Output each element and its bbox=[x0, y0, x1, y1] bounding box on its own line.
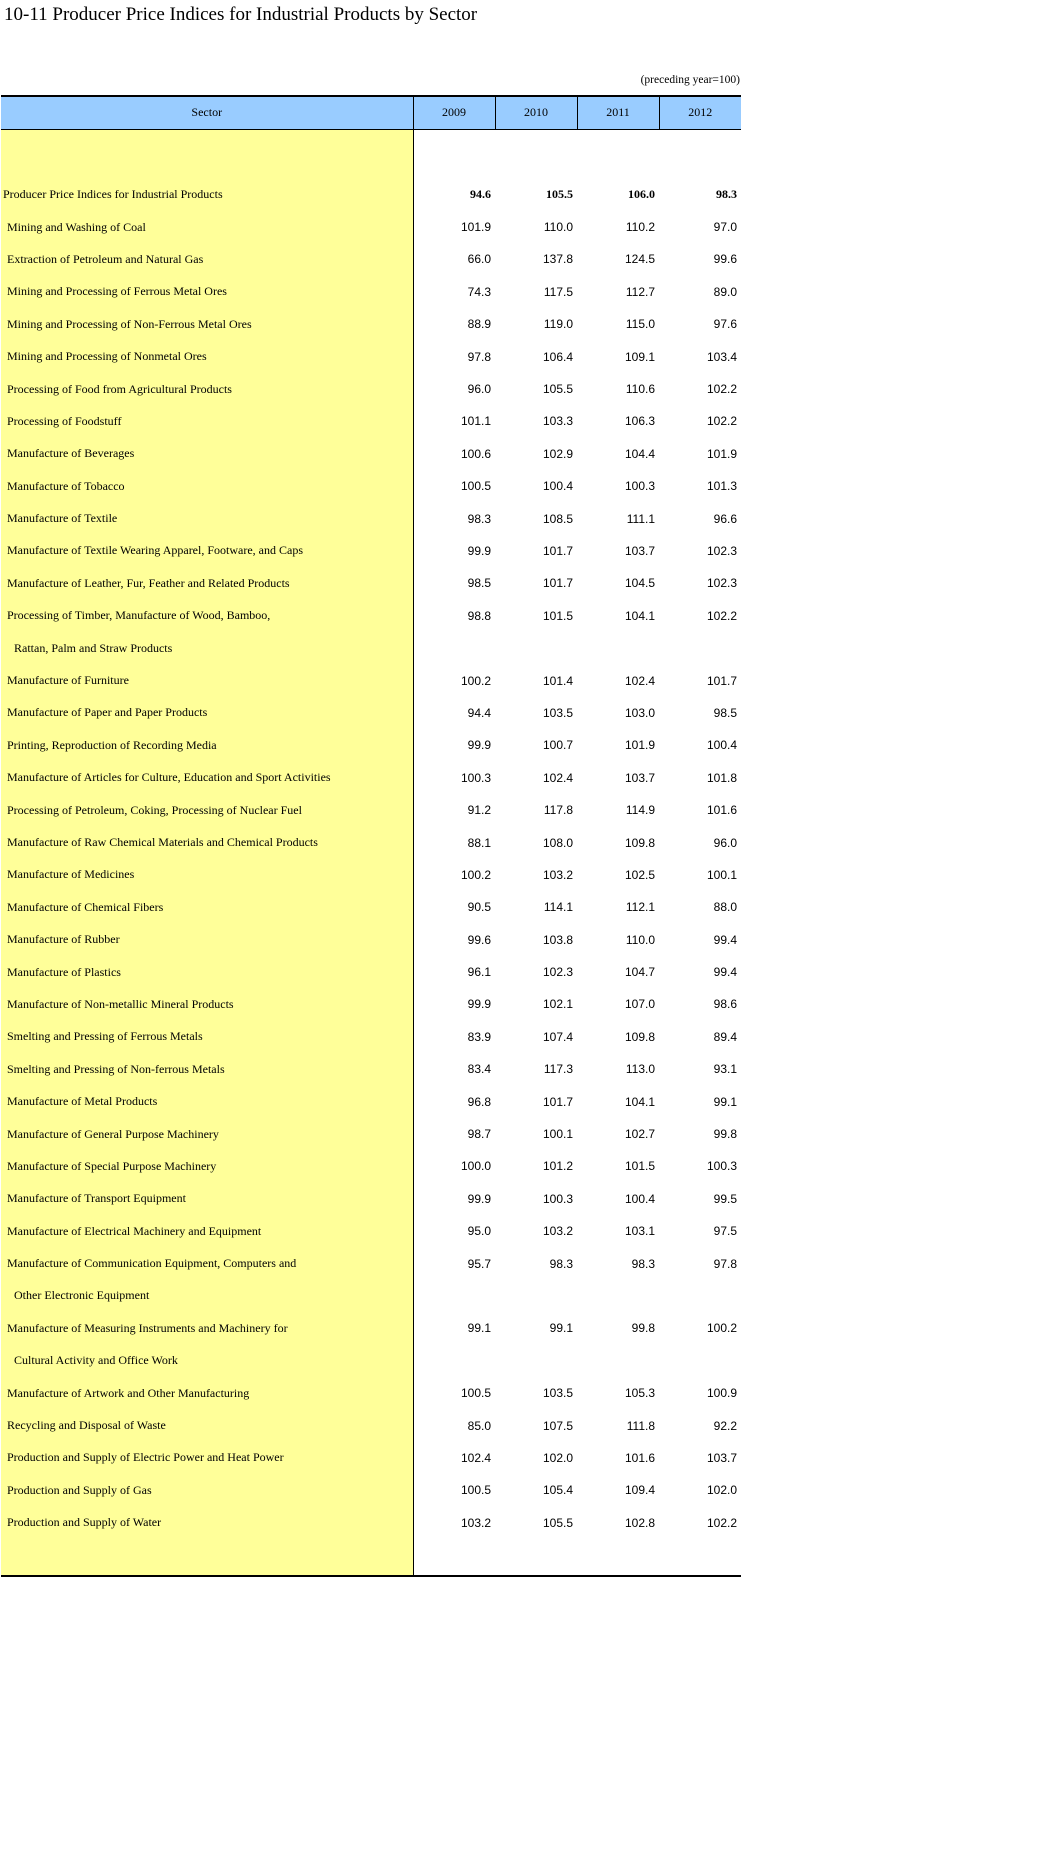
index-value-2012: 89.4 bbox=[713, 1029, 737, 1044]
sector-name: Mining and Processing of Non-Ferrous Metal Ores bbox=[1, 308, 413, 340]
table-row bbox=[1, 697, 741, 729]
table-row bbox=[1, 340, 741, 372]
index-value-2010: 99.1 bbox=[549, 1321, 573, 1336]
table-row bbox=[1, 470, 741, 502]
sector-name: Manufacture of Tobacco bbox=[1, 470, 413, 502]
index-value-2009: 102.4 bbox=[460, 1450, 491, 1465]
table-row bbox=[1, 1183, 741, 1215]
table-row bbox=[1, 567, 741, 599]
index-value-2012: 88.0 bbox=[713, 900, 737, 915]
table-row bbox=[1, 762, 741, 794]
sector-name-continuation: Cultural Activity and Office Work bbox=[1, 1345, 413, 1377]
index-value-2010: 102.3 bbox=[542, 965, 573, 980]
table-row bbox=[1, 438, 741, 470]
table-row bbox=[1, 1085, 741, 1117]
index-value-2011: 101.9 bbox=[624, 738, 655, 753]
index-value-2009: 98.3 bbox=[467, 511, 491, 526]
index-value-2009: 98.7 bbox=[467, 1127, 491, 1142]
index-value-2012: 99.8 bbox=[713, 1127, 737, 1142]
sector-name: Manufacture of Medicines bbox=[1, 859, 413, 891]
index-value-2012: 89.0 bbox=[713, 284, 737, 299]
index-value-2009: 83.4 bbox=[467, 1062, 491, 1077]
index-value-2012: 103.7 bbox=[706, 1450, 737, 1465]
index-value-2010: 107.5 bbox=[542, 1418, 573, 1433]
index-value-2010: 103.3 bbox=[542, 414, 573, 429]
index-value-2011: 104.7 bbox=[624, 965, 655, 980]
ppi-table bbox=[1, 95, 741, 1577]
table-row bbox=[1, 1053, 741, 1085]
index-value-2009: 88.9 bbox=[467, 317, 491, 332]
index-value-2011: 111.1 bbox=[626, 511, 655, 526]
index-value-2010: 105.5 bbox=[542, 1515, 573, 1530]
index-value-2012: 99.6 bbox=[713, 252, 737, 267]
index-value-2012: 98.5 bbox=[713, 705, 737, 720]
index-value-2010: 119.0 bbox=[543, 317, 573, 332]
index-value-2012: 102.2 bbox=[706, 1515, 737, 1530]
index-value-2011: 112.7 bbox=[625, 284, 655, 299]
table-row bbox=[1, 373, 741, 405]
index-value-2012: 100.4 bbox=[706, 738, 737, 753]
index-value-2009: 98.8 bbox=[467, 608, 491, 623]
index-value-2012: 101.6 bbox=[706, 803, 737, 818]
index-value-2010: 101.4 bbox=[542, 673, 573, 688]
unit-note: (preceding year=100) bbox=[640, 74, 740, 86]
sector-name: Manufacture of Special Purpose Machinery bbox=[1, 1150, 413, 1182]
index-value-2010: 103.5 bbox=[542, 1386, 573, 1401]
index-value-2011: 110.0 bbox=[625, 932, 655, 947]
index-value-2010: 108.0 bbox=[542, 835, 573, 850]
index-value-2011: 124.5 bbox=[624, 252, 655, 267]
index-value-2010: 100.4 bbox=[542, 479, 573, 494]
index-value-2012: 103.4 bbox=[706, 349, 737, 364]
sector-name: Manufacture of Transport Equipment bbox=[1, 1183, 413, 1215]
column-header-2009: 2009 bbox=[413, 96, 495, 129]
index-value-2011: 109.4 bbox=[624, 1483, 655, 1498]
index-value-2010: 105.5 bbox=[546, 187, 573, 202]
index-value-2011: 100.4 bbox=[624, 1191, 655, 1206]
column-header-2012: 2012 bbox=[659, 96, 741, 129]
index-value-2011: 102.4 bbox=[624, 673, 655, 688]
table-row bbox=[1, 956, 741, 988]
index-value-2011: 106.3 bbox=[624, 414, 655, 429]
index-value-2012: 101.8 bbox=[706, 770, 737, 785]
index-value-2012: 99.4 bbox=[713, 932, 737, 947]
index-value-2010: 103.2 bbox=[542, 1224, 573, 1239]
index-value-2012: 98.3 bbox=[716, 187, 737, 202]
table-row bbox=[1, 276, 741, 308]
index-value-2011: 109.8 bbox=[624, 835, 655, 850]
column-header-sector: Sector bbox=[1, 96, 413, 129]
table-row bbox=[1, 1442, 741, 1474]
index-value-2009: 100.3 bbox=[460, 770, 491, 785]
sector-name: Manufacture of Rubber bbox=[1, 923, 413, 955]
sector-name: Printing, Reproduction of Recording Media bbox=[1, 729, 413, 761]
index-value-2011: 101.5 bbox=[624, 1159, 655, 1174]
index-value-2011: 103.0 bbox=[624, 705, 655, 720]
table-row bbox=[1, 1377, 741, 1409]
table-row bbox=[1, 664, 741, 696]
table-row bbox=[1, 794, 741, 826]
index-value-2011: 104.1 bbox=[624, 1094, 655, 1109]
index-value-2010: 102.9 bbox=[542, 446, 573, 461]
sector-name: Production and Supply of Gas bbox=[1, 1474, 413, 1506]
index-value-2010: 101.2 bbox=[542, 1159, 573, 1174]
index-value-2009: 88.1 bbox=[467, 835, 491, 850]
index-value-2011: 109.1 bbox=[624, 349, 655, 364]
index-value-2010: 105.4 bbox=[542, 1483, 573, 1498]
index-value-2012: 98.6 bbox=[713, 997, 737, 1012]
index-value-2011: 102.7 bbox=[624, 1127, 655, 1142]
index-value-2009: 98.5 bbox=[467, 576, 491, 591]
index-value-2009: 99.9 bbox=[467, 1191, 491, 1206]
index-value-2012: 102.2 bbox=[706, 382, 737, 397]
index-value-2011: 110.2 bbox=[625, 220, 655, 235]
index-value-2010: 117.3 bbox=[543, 1062, 573, 1077]
sector-name: Manufacture of Electrical Machinery and Equipment bbox=[1, 1215, 413, 1247]
table-row bbox=[1, 988, 741, 1020]
index-value-2009: 99.9 bbox=[467, 543, 491, 558]
index-value-2012: 100.1 bbox=[706, 867, 737, 882]
sector-name: Mining and Processing of Nonmetal Ores bbox=[1, 340, 413, 372]
page-title: 10-11 Producer Price Indices for Industrial Products by Sector bbox=[4, 4, 478, 25]
index-value-2010: 101.7 bbox=[542, 1094, 573, 1109]
index-value-2012: 102.3 bbox=[706, 576, 737, 591]
index-value-2011: 112.1 bbox=[625, 900, 655, 915]
index-value-2010: 114.1 bbox=[543, 900, 573, 915]
index-value-2010: 101.5 bbox=[542, 608, 573, 623]
index-value-2011: 107.0 bbox=[624, 997, 655, 1012]
index-value-2009: 96.1 bbox=[467, 965, 491, 980]
index-value-2011: 103.7 bbox=[624, 543, 655, 558]
sector-name: Production and Supply of Electric Power and Heat Power bbox=[1, 1442, 413, 1474]
table-row bbox=[1, 859, 741, 891]
index-value-2009: 96.8 bbox=[467, 1094, 491, 1109]
index-value-2010: 108.5 bbox=[542, 511, 573, 526]
sector-name: Manufacture of Textile Wearing Apparel, Footware, and Caps bbox=[1, 535, 413, 567]
index-value-2012: 100.2 bbox=[706, 1321, 737, 1336]
sector-name: Manufacture of Communication Equipment, Computers and bbox=[1, 1247, 413, 1279]
index-value-2011: 115.0 bbox=[625, 317, 655, 332]
index-value-2010: 117.8 bbox=[543, 803, 573, 818]
sector-name: Smelting and Pressing of Ferrous Metals bbox=[1, 1021, 413, 1053]
table-row-continuation bbox=[1, 1345, 741, 1377]
index-value-2010: 103.8 bbox=[542, 932, 573, 947]
index-value-2010: 98.3 bbox=[549, 1256, 573, 1271]
sector-name: Manufacture of Artwork and Other Manufacturing bbox=[1, 1377, 413, 1409]
sector-name: Manufacture of Articles for Culture, Education and Sport Activities bbox=[1, 762, 413, 794]
index-value-2012: 93.1 bbox=[713, 1062, 737, 1077]
index-value-2009: 85.0 bbox=[467, 1418, 491, 1433]
sector-name: Processing of Foodstuff bbox=[1, 405, 413, 437]
index-value-2011: 98.3 bbox=[631, 1256, 655, 1271]
index-value-2011: 113.0 bbox=[625, 1062, 655, 1077]
index-value-2012: 97.8 bbox=[713, 1256, 737, 1271]
sector-name: Manufacture of Beverages bbox=[1, 438, 413, 470]
sector-name: Mining and Processing of Ferrous Metal Ores bbox=[1, 276, 413, 308]
index-value-2012: 102.2 bbox=[706, 608, 737, 623]
index-value-2009: 94.4 bbox=[467, 705, 491, 720]
sector-name: Processing of Timber, Manufacture of Wood, Bamboo, bbox=[1, 600, 413, 632]
index-value-2010: 100.3 bbox=[542, 1191, 573, 1206]
index-value-2010: 102.4 bbox=[542, 770, 573, 785]
column-header-2011: 2011 bbox=[577, 96, 659, 129]
index-value-2011: 110.6 bbox=[625, 382, 655, 397]
sector-name: Manufacture of Measuring Instruments and Machinery for bbox=[1, 1312, 413, 1344]
table-row bbox=[1, 729, 741, 761]
table-row bbox=[1, 1507, 741, 1539]
sector-name: Manufacture of Paper and Paper Products bbox=[1, 697, 413, 729]
index-value-2012: 97.5 bbox=[713, 1224, 737, 1239]
index-value-2010: 101.7 bbox=[542, 576, 573, 591]
index-value-2009: 74.3 bbox=[467, 284, 491, 299]
index-value-2009: 95.0 bbox=[467, 1224, 491, 1239]
index-value-2011: 100.3 bbox=[624, 479, 655, 494]
index-value-2011: 104.5 bbox=[624, 576, 655, 591]
index-value-2010: 106.4 bbox=[542, 349, 573, 364]
table-row bbox=[1, 535, 741, 567]
sector-name: Processing of Petroleum, Coking, Processing of Nuclear Fuel bbox=[1, 794, 413, 826]
table-row-continuation bbox=[1, 632, 741, 664]
table-row bbox=[1, 826, 741, 858]
table-row-total bbox=[1, 179, 741, 211]
index-value-2011: 103.7 bbox=[624, 770, 655, 785]
index-value-2009: 99.1 bbox=[467, 1321, 491, 1336]
index-value-2012: 101.9 bbox=[706, 446, 737, 461]
index-value-2012: 100.3 bbox=[706, 1159, 737, 1174]
column-header-2010: 2010 bbox=[495, 96, 577, 129]
index-value-2009: 100.2 bbox=[460, 867, 491, 882]
index-value-2009: 101.1 bbox=[460, 414, 491, 429]
index-value-2012: 97.0 bbox=[713, 220, 737, 235]
index-value-2009: 100.0 bbox=[460, 1159, 491, 1174]
table-row bbox=[1, 1312, 741, 1344]
index-value-2010: 100.7 bbox=[542, 738, 573, 753]
table-spacer bbox=[1, 129, 741, 179]
index-value-2009: 97.8 bbox=[467, 349, 491, 364]
sector-name: Manufacture of Non-metallic Mineral Products bbox=[1, 988, 413, 1020]
index-value-2010: 137.8 bbox=[542, 252, 573, 267]
sector-name: Manufacture of General Purpose Machinery bbox=[1, 1118, 413, 1150]
index-value-2012: 101.3 bbox=[706, 479, 737, 494]
sector-name-continuation: Rattan, Palm and Straw Products bbox=[1, 632, 413, 664]
sector-name: Manufacture of Leather, Fur, Feather and Related Products bbox=[1, 567, 413, 599]
sector-name: Processing of Food from Agricultural Products bbox=[1, 373, 413, 405]
index-value-2011: 101.6 bbox=[624, 1450, 655, 1465]
index-value-2009: 66.0 bbox=[467, 252, 491, 267]
index-value-2011: 104.1 bbox=[624, 608, 655, 623]
sector-name: Recycling and Disposal of Waste bbox=[1, 1409, 413, 1441]
index-value-2012: 99.4 bbox=[713, 965, 737, 980]
sector-name: Manufacture of Metal Products bbox=[1, 1085, 413, 1117]
table-row bbox=[1, 211, 741, 243]
index-value-2009: 91.2 bbox=[467, 803, 491, 818]
index-value-2009: 103.2 bbox=[460, 1515, 491, 1530]
index-value-2011: 109.8 bbox=[624, 1029, 655, 1044]
index-value-2009: 99.9 bbox=[467, 997, 491, 1012]
index-value-2010: 107.4 bbox=[542, 1029, 573, 1044]
sector-name: Mining and Washing of Coal bbox=[1, 211, 413, 243]
index-value-2010: 105.5 bbox=[542, 382, 573, 397]
index-value-2010: 117.5 bbox=[543, 284, 573, 299]
table-header-row bbox=[1, 96, 741, 129]
index-value-2010: 100.1 bbox=[542, 1127, 573, 1142]
index-value-2009: 90.5 bbox=[467, 900, 491, 915]
sector-name: Manufacture of Chemical Fibers bbox=[1, 891, 413, 923]
index-value-2011: 102.8 bbox=[624, 1515, 655, 1530]
table-row bbox=[1, 891, 741, 923]
index-value-2012: 96.6 bbox=[713, 511, 737, 526]
index-value-2009: 100.5 bbox=[460, 1483, 491, 1498]
index-value-2010: 102.0 bbox=[542, 1450, 573, 1465]
table-row-continuation bbox=[1, 1280, 741, 1312]
index-value-2009: 100.2 bbox=[460, 673, 491, 688]
index-value-2009: 100.5 bbox=[460, 1386, 491, 1401]
index-value-2010: 110.0 bbox=[543, 220, 573, 235]
table-row bbox=[1, 308, 741, 340]
sector-name: Extraction of Petroleum and Natural Gas bbox=[1, 243, 413, 275]
index-value-2011: 99.8 bbox=[631, 1321, 655, 1336]
index-value-2009: 100.6 bbox=[460, 446, 491, 461]
index-value-2009: 99.6 bbox=[467, 932, 491, 947]
index-value-2009: 94.6 bbox=[470, 187, 491, 202]
sector-name: Manufacture of Textile bbox=[1, 502, 413, 534]
table-row bbox=[1, 1118, 741, 1150]
table-spacer bbox=[1, 1539, 741, 1576]
table-row bbox=[1, 1150, 741, 1182]
index-value-2011: 106.0 bbox=[628, 187, 655, 202]
table-row bbox=[1, 600, 741, 632]
sector-name: Smelting and Pressing of Non-ferrous Metals bbox=[1, 1053, 413, 1085]
sector-name: Manufacture of Plastics bbox=[1, 956, 413, 988]
index-value-2011: 111.8 bbox=[626, 1418, 655, 1433]
index-value-2010: 103.5 bbox=[542, 705, 573, 720]
index-value-2009: 101.9 bbox=[460, 220, 491, 235]
table-row bbox=[1, 1409, 741, 1441]
index-value-2010: 103.2 bbox=[542, 867, 573, 882]
index-value-2012: 100.9 bbox=[706, 1386, 737, 1401]
index-value-2012: 102.0 bbox=[706, 1483, 737, 1498]
index-value-2011: 114.9 bbox=[625, 803, 655, 818]
index-value-2012: 102.3 bbox=[706, 543, 737, 558]
index-value-2009: 83.9 bbox=[467, 1029, 491, 1044]
index-value-2011: 104.4 bbox=[624, 446, 655, 461]
index-value-2012: 101.7 bbox=[706, 673, 737, 688]
table-row bbox=[1, 923, 741, 955]
sector-name: Production and Supply of Water bbox=[1, 1507, 413, 1539]
index-value-2010: 101.7 bbox=[542, 543, 573, 558]
table-row bbox=[1, 1215, 741, 1247]
table-row bbox=[1, 1247, 741, 1279]
sector-name: Producer Price Indices for Industrial Products bbox=[1, 179, 413, 211]
index-value-2009: 96.0 bbox=[467, 382, 491, 397]
index-value-2012: 92.2 bbox=[713, 1418, 737, 1433]
index-value-2010: 102.1 bbox=[542, 997, 573, 1012]
index-value-2011: 103.1 bbox=[624, 1224, 655, 1239]
index-value-2009: 95.7 bbox=[467, 1256, 491, 1271]
index-value-2011: 102.5 bbox=[624, 867, 655, 882]
table-row bbox=[1, 1474, 741, 1506]
table-row bbox=[1, 502, 741, 534]
index-value-2012: 99.1 bbox=[713, 1094, 737, 1109]
index-value-2012: 99.5 bbox=[713, 1191, 737, 1206]
table-row bbox=[1, 1021, 741, 1053]
sector-name: Manufacture of Furniture bbox=[1, 664, 413, 696]
table-row bbox=[1, 243, 741, 275]
index-value-2012: 97.6 bbox=[713, 317, 737, 332]
index-value-2009: 99.9 bbox=[467, 738, 491, 753]
index-value-2009: 100.5 bbox=[460, 479, 491, 494]
index-value-2012: 96.0 bbox=[713, 835, 737, 850]
index-value-2011: 105.3 bbox=[624, 1386, 655, 1401]
index-value-2012: 102.2 bbox=[706, 414, 737, 429]
sector-name-continuation: Other Electronic Equipment bbox=[1, 1280, 413, 1312]
table-row bbox=[1, 405, 741, 437]
sector-name: Manufacture of Raw Chemical Materials and Chemical Products bbox=[1, 826, 413, 858]
